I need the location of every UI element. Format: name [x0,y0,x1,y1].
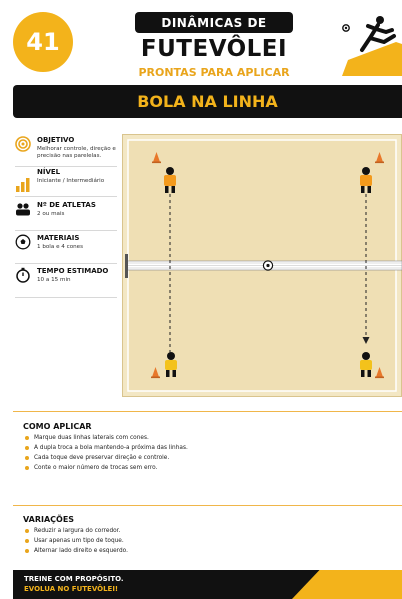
divider [15,297,117,298]
info-label: OBJETIVO [37,136,75,144]
bullet-icon [25,539,29,543]
bullet-icon [25,446,29,450]
page-subtitle: PRONTAS PARA APLICAR [138,66,290,79]
info-value: 2 ou mais [37,211,65,217]
ball-icon [15,234,31,250]
divider [15,230,117,231]
drill-title: BOLA NA LINHA [137,92,278,111]
list-item: Marque duas linhas laterais com cones. [25,435,149,441]
divider [15,166,117,167]
court-diagram-svg [122,134,402,397]
list-item: Cada toque deve preservar direção e controle. [25,455,169,461]
list-item: A dupla troca a bola mantendo-a próxima das linhas. [25,445,188,451]
divider [15,263,117,264]
drill-title-banner [13,85,402,118]
bullet-icon [25,466,29,470]
footer-accent [292,570,402,599]
bullet-icon [25,529,29,533]
bullet-icon [25,436,29,440]
section-divider [13,505,402,506]
info-value: Melhorar controle, direção e precisão nas parelelas. [37,146,116,159]
info-value: Iniciante / Intermediário [37,178,105,184]
section-divider [13,411,402,412]
athletes-icon [15,201,31,217]
list-item: Usar apenas um tipo de toque. [25,538,124,544]
title-pill-text: DINÂMICAS DE [161,15,267,30]
activity-number-badge [13,12,73,72]
stopwatch-icon [15,267,31,283]
net-post [125,254,128,278]
list-item: Reduzir a largura do corredor. [25,528,120,534]
ball-icon [263,261,272,270]
divider [15,196,117,197]
info-label: MATERIAIS [37,234,80,242]
player-kick-logo-icon [340,14,402,76]
footer-line1: TREINE COM PROPÓSITO. [24,575,124,583]
page-title: FUTEVÔLEI [140,36,288,62]
footer-banner [13,570,402,599]
bullet-icon [25,456,29,460]
title-pill [135,12,293,33]
list-item: Conte o maior número de trocas sem erro. [25,465,157,471]
info-label: Nº DE ATLETAS [37,201,96,209]
variacoes-title: VARIAÇÕES [23,515,75,524]
list-item: Alternar lado direito e esquerdo. [25,548,128,554]
level-bars-icon [15,176,31,192]
info-time [15,267,117,293]
como-aplicar-title: COMO APLICAR [23,422,92,431]
bullet-icon [25,549,29,553]
target-icon [15,136,31,152]
info-level [15,168,117,192]
court-diagram [122,134,402,397]
info-value: 10 a 15 min [37,277,71,283]
info-label: NÍVEL [37,168,61,176]
info-athletes [15,201,117,227]
info-label: TEMPO ESTIMADO [37,267,109,275]
activity-number: 41 [26,28,60,56]
info-objective [15,136,117,168]
info-value: 1 bola e 4 cones [37,244,84,250]
footer-line2: EVOLUA NO FUTEVÔLEI! [24,585,119,593]
info-materials [15,234,117,260]
